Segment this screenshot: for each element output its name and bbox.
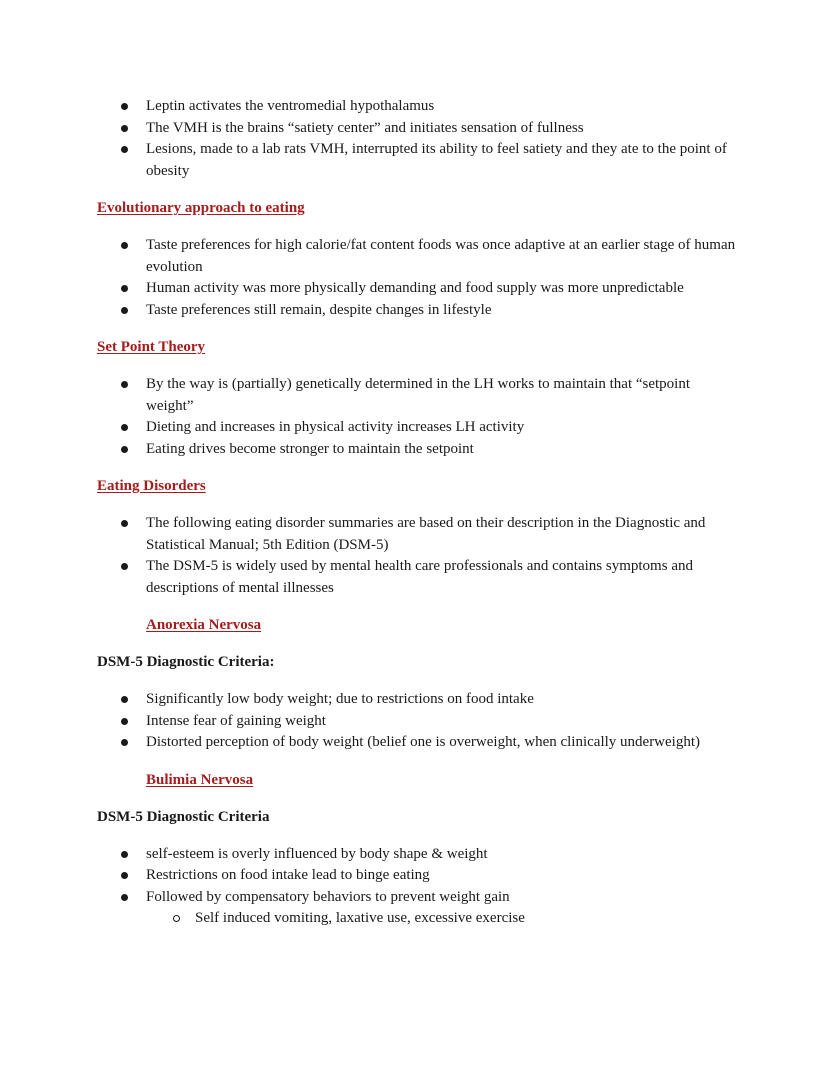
list-item: The DSM-5 is widely used by mental health care professionals and contains symptoms and descriptions of mental illnesses bbox=[97, 556, 737, 599]
sub-list-item: Self induced vomiting, laxative use, excessive exercise bbox=[146, 908, 737, 930]
list-item: Intense fear of gaining weight bbox=[97, 711, 737, 733]
list-item: The VMH is the brains “satiety center” and initiates sensation of fullness bbox=[97, 118, 737, 140]
list-item-text: Followed by compensatory behaviors to prevent weight gain bbox=[146, 888, 510, 905]
list-item: The following eating disorder summaries are based on their description in the Diagnostic and Statistical Manual; 5th Edition (DSM-5) bbox=[97, 513, 737, 556]
list-item: By the way is (partially) genetically determined in the LH works to maintain that “setpoint weight” bbox=[97, 374, 737, 417]
section-heading-evolutionary: Evolutionary approach to eating bbox=[97, 200, 305, 216]
bulimia-criteria-label: DSM-5 Diagnostic Criteria bbox=[97, 808, 270, 825]
list-item: Taste preferences for high calorie/fat content foods was once adaptive at an earlier stage of human evolution bbox=[97, 235, 737, 278]
section-heading-eating-disorders: Eating Disorders bbox=[97, 478, 206, 494]
intro-bullet-list bbox=[97, 96, 737, 182]
list-item: Leptin activates the ventromedial hypothalamus bbox=[97, 96, 737, 118]
list-item: Distorted perception of body weight (belief one is overweight, when clinically underweight) bbox=[97, 732, 737, 754]
list-item: Lesions, made to a lab rats VMH, interrupted its ability to feel satiety and they ate to the point of obesity bbox=[97, 139, 737, 182]
list-item: Human activity was more physically demanding and food supply was more unpredictable bbox=[97, 278, 737, 300]
list-item: Dieting and increases in physical activity increases LH activity bbox=[97, 417, 737, 439]
list-item: Significantly low body weight; due to restrictions on food intake bbox=[97, 689, 737, 711]
list-item: Taste preferences still remain, despite changes in lifestyle bbox=[97, 300, 737, 322]
list-item: self-esteem is overly influenced by body shape & weight bbox=[97, 844, 737, 866]
anorexia-bullet-list bbox=[97, 689, 737, 754]
eating-disorders-bullet-list bbox=[97, 513, 737, 599]
document-content bbox=[97, 96, 737, 930]
subsection-heading-bulimia: Bulimia Nervosa bbox=[146, 771, 254, 788]
anorexia-criteria-label: DSM-5 Diagnostic Criteria: bbox=[97, 654, 275, 670]
list-item: Eating drives become stronger to maintain the setpoint bbox=[97, 439, 737, 461]
list-item bbox=[97, 887, 737, 930]
subsection-heading-anorexia: Anorexia Nervosa bbox=[146, 617, 262, 633]
bulimia-sub-bullet-list bbox=[146, 908, 737, 930]
set-point-bullet-list bbox=[97, 374, 737, 460]
section-heading-set-point: Set Point Theory bbox=[97, 339, 206, 355]
list-item: Restrictions on food intake lead to binge eating bbox=[97, 865, 737, 887]
evolutionary-bullet-list bbox=[97, 235, 737, 321]
bulimia-bullet-list bbox=[97, 844, 737, 930]
